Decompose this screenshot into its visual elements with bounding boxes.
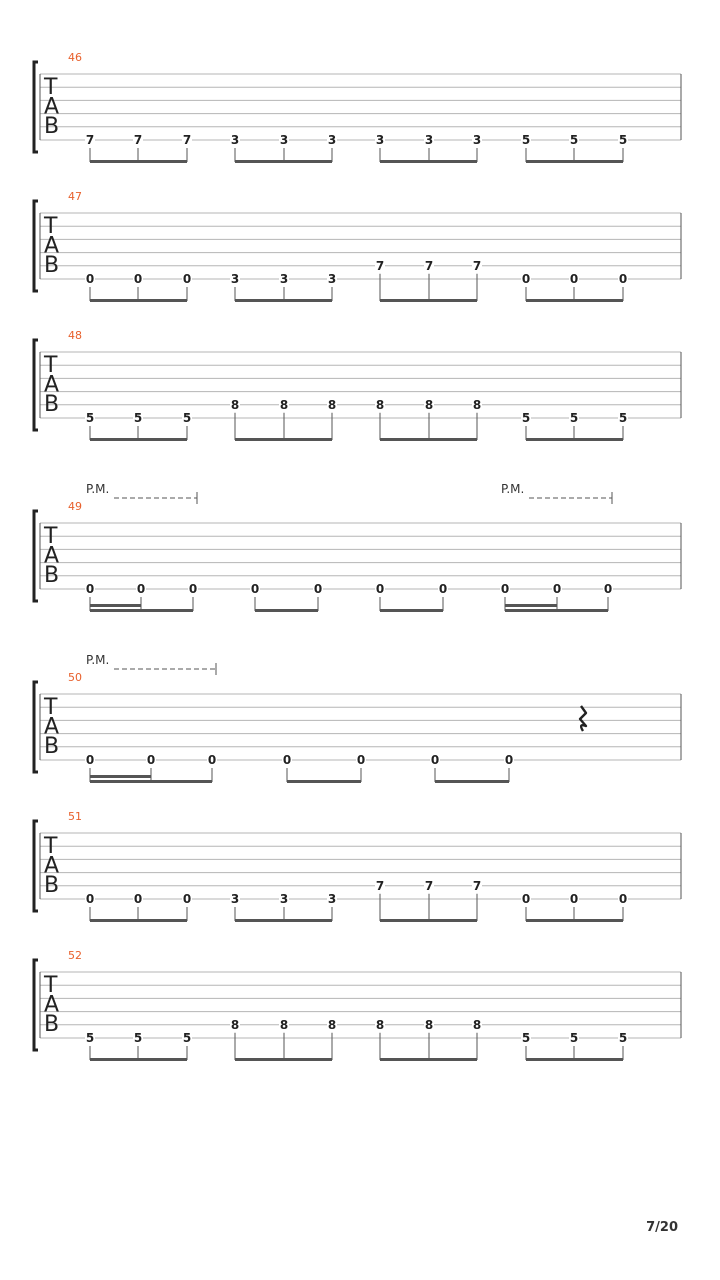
note-beam (526, 1058, 623, 1061)
fret-number: 8 (375, 1017, 385, 1032)
fret-number: 0 (146, 753, 156, 767)
fret-number: 5 (182, 1031, 192, 1045)
palm-mute-label: P.M. (86, 482, 110, 496)
note-beam (90, 438, 187, 441)
tab-clef-letter: B (44, 873, 60, 898)
fret-number: 0 (552, 582, 562, 596)
tab-clef-letter: B (44, 114, 60, 139)
staff-bracket (34, 62, 38, 152)
fret-number: 8 (327, 397, 337, 412)
fret-number: 3 (279, 272, 289, 286)
fret-number: 8 (279, 1017, 289, 1032)
fret-number: 8 (279, 397, 289, 412)
note-beam (235, 919, 332, 922)
measure-number: 50 (68, 671, 82, 684)
fret-number: 7 (375, 258, 385, 273)
fret-number: 3 (424, 133, 434, 147)
measure-number: 52 (68, 949, 82, 962)
note-beam (380, 609, 443, 612)
fret-number: 5 (618, 133, 628, 147)
fret-number: 5 (521, 133, 531, 147)
note-beam (235, 160, 332, 163)
note-beam (90, 780, 212, 783)
tab-clef-letter: A (44, 992, 60, 1018)
note-beam (380, 299, 477, 302)
fret-number: 7 (424, 258, 434, 273)
fret-number: 0 (188, 582, 198, 596)
tab-clef-letter: A (44, 853, 60, 879)
note-beam (235, 438, 332, 441)
fret-number: 0 (438, 582, 448, 596)
fret-number: 5 (133, 1031, 143, 1045)
palm-mute-label: P.M. (86, 653, 110, 667)
tab-clef-letter: B (44, 563, 60, 588)
note-beam (380, 919, 477, 922)
note-beam (380, 1058, 477, 1061)
fret-number: 8 (230, 1017, 240, 1032)
fret-number: 0 (618, 892, 628, 906)
note-beam (526, 919, 623, 922)
fret-number: 0 (569, 892, 579, 906)
fret-number: 8 (472, 397, 482, 412)
tab-clef-letter: B (44, 734, 60, 759)
tab-clef-letter: A (44, 94, 60, 120)
note-beam (435, 780, 509, 783)
note-beam (235, 299, 332, 302)
note-beam (255, 609, 318, 612)
staff-bracket (34, 201, 38, 291)
fret-number: 5 (569, 1031, 579, 1045)
tab-clef-letter: T (44, 353, 58, 378)
fret-number: 0 (521, 892, 531, 906)
measure-number: 51 (68, 810, 82, 823)
fret-number: 0 (182, 272, 192, 286)
fret-number: 7 (375, 878, 385, 893)
measure-number: 47 (68, 190, 82, 203)
fret-number: 5 (521, 411, 531, 425)
staff-bracket (34, 960, 38, 1050)
tab-clef-letter: T (44, 214, 58, 239)
fret-number: 5 (85, 411, 95, 425)
fret-number: 0 (603, 582, 613, 596)
tab-clef-letter: T (44, 973, 58, 998)
fret-number: 0 (85, 582, 95, 596)
fret-number: 0 (504, 753, 514, 767)
note-beam-secondary (505, 604, 557, 607)
fret-number: 5 (569, 133, 579, 147)
fret-number: 3 (327, 892, 337, 906)
note-beam-secondary (90, 775, 151, 778)
note-beam (90, 919, 187, 922)
fret-number: 5 (618, 1031, 628, 1045)
tab-clef-letter: T (44, 75, 58, 100)
tab-clef-letter: B (44, 253, 60, 278)
fret-number: 5 (569, 411, 579, 425)
fret-number: 3 (472, 133, 482, 147)
fret-number: 7 (472, 258, 482, 273)
fret-number: 8 (327, 1017, 337, 1032)
tab-clef-letter: B (44, 392, 60, 417)
fret-number: 5 (521, 1031, 531, 1045)
quarter-rest-icon (580, 706, 586, 731)
fret-number: 0 (85, 892, 95, 906)
note-beam (90, 1058, 187, 1061)
fret-number: 0 (356, 753, 366, 767)
note-beam (287, 780, 361, 783)
note-beam-secondary (90, 604, 141, 607)
tab-clef-letter: T (44, 524, 58, 549)
fret-number: 8 (424, 1017, 434, 1032)
fret-number: 0 (136, 582, 146, 596)
fret-number: 3 (279, 892, 289, 906)
fret-number: 3 (375, 133, 385, 147)
fret-number: 8 (424, 397, 434, 412)
tab-clef-letter: A (44, 543, 60, 569)
fret-number: 7 (85, 133, 95, 147)
staff-bracket (34, 682, 38, 772)
measure-number: 46 (68, 51, 82, 64)
page-number: 7/20 (646, 1220, 678, 1235)
staff-bracket (34, 511, 38, 601)
fret-number: 7 (472, 878, 482, 893)
fret-number: 8 (472, 1017, 482, 1032)
fret-number: 3 (230, 892, 240, 906)
fret-number: 3 (230, 133, 240, 147)
note-beam (380, 160, 477, 163)
fret-number: 0 (133, 892, 143, 906)
note-beam (526, 160, 623, 163)
note-beam (380, 438, 477, 441)
fret-number: 0 (85, 753, 95, 767)
fret-number: 7 (424, 878, 434, 893)
fret-number: 5 (182, 411, 192, 425)
fret-number: 0 (569, 272, 579, 286)
tab-clef-letter: T (44, 695, 58, 720)
fret-number: 3 (327, 272, 337, 286)
tab-clef-letter: B (44, 1012, 60, 1037)
note-beam (235, 1058, 332, 1061)
tab-clef-letter: T (44, 834, 58, 859)
palm-mute-label: P.M. (501, 482, 525, 496)
fret-number: 0 (133, 272, 143, 286)
note-beam (526, 438, 623, 441)
note-beam (526, 299, 623, 302)
fret-number: 0 (250, 582, 260, 596)
fret-number: 0 (313, 582, 323, 596)
fret-number: 0 (500, 582, 510, 596)
fret-number: 8 (375, 397, 385, 412)
fret-number: 3 (279, 133, 289, 147)
tab-clef-letter: A (44, 372, 60, 398)
fret-number: 0 (375, 582, 385, 596)
note-beam (90, 609, 193, 612)
fret-number: 0 (618, 272, 628, 286)
tab-clef-letter: A (44, 233, 60, 259)
fret-number: 0 (430, 753, 440, 767)
fret-number: 0 (521, 272, 531, 286)
fret-number: 8 (230, 397, 240, 412)
staff-bracket (34, 821, 38, 911)
fret-number: 7 (182, 133, 192, 147)
fret-number: 5 (618, 411, 628, 425)
note-beam (505, 609, 608, 612)
staff-bracket (34, 340, 38, 430)
fret-number: 3 (327, 133, 337, 147)
fret-number: 5 (85, 1031, 95, 1045)
fret-number: 0 (182, 892, 192, 906)
measure-number: 49 (68, 500, 82, 513)
fret-number: 5 (133, 411, 143, 425)
note-beam (90, 299, 187, 302)
fret-number: 0 (85, 272, 95, 286)
measure-number: 48 (68, 329, 82, 342)
tab-clef-letter: A (44, 714, 60, 740)
fret-number: 7 (133, 133, 143, 147)
fret-number: 3 (230, 272, 240, 286)
fret-number: 0 (207, 753, 217, 767)
fret-number: 0 (282, 753, 292, 767)
note-beam (90, 160, 187, 163)
